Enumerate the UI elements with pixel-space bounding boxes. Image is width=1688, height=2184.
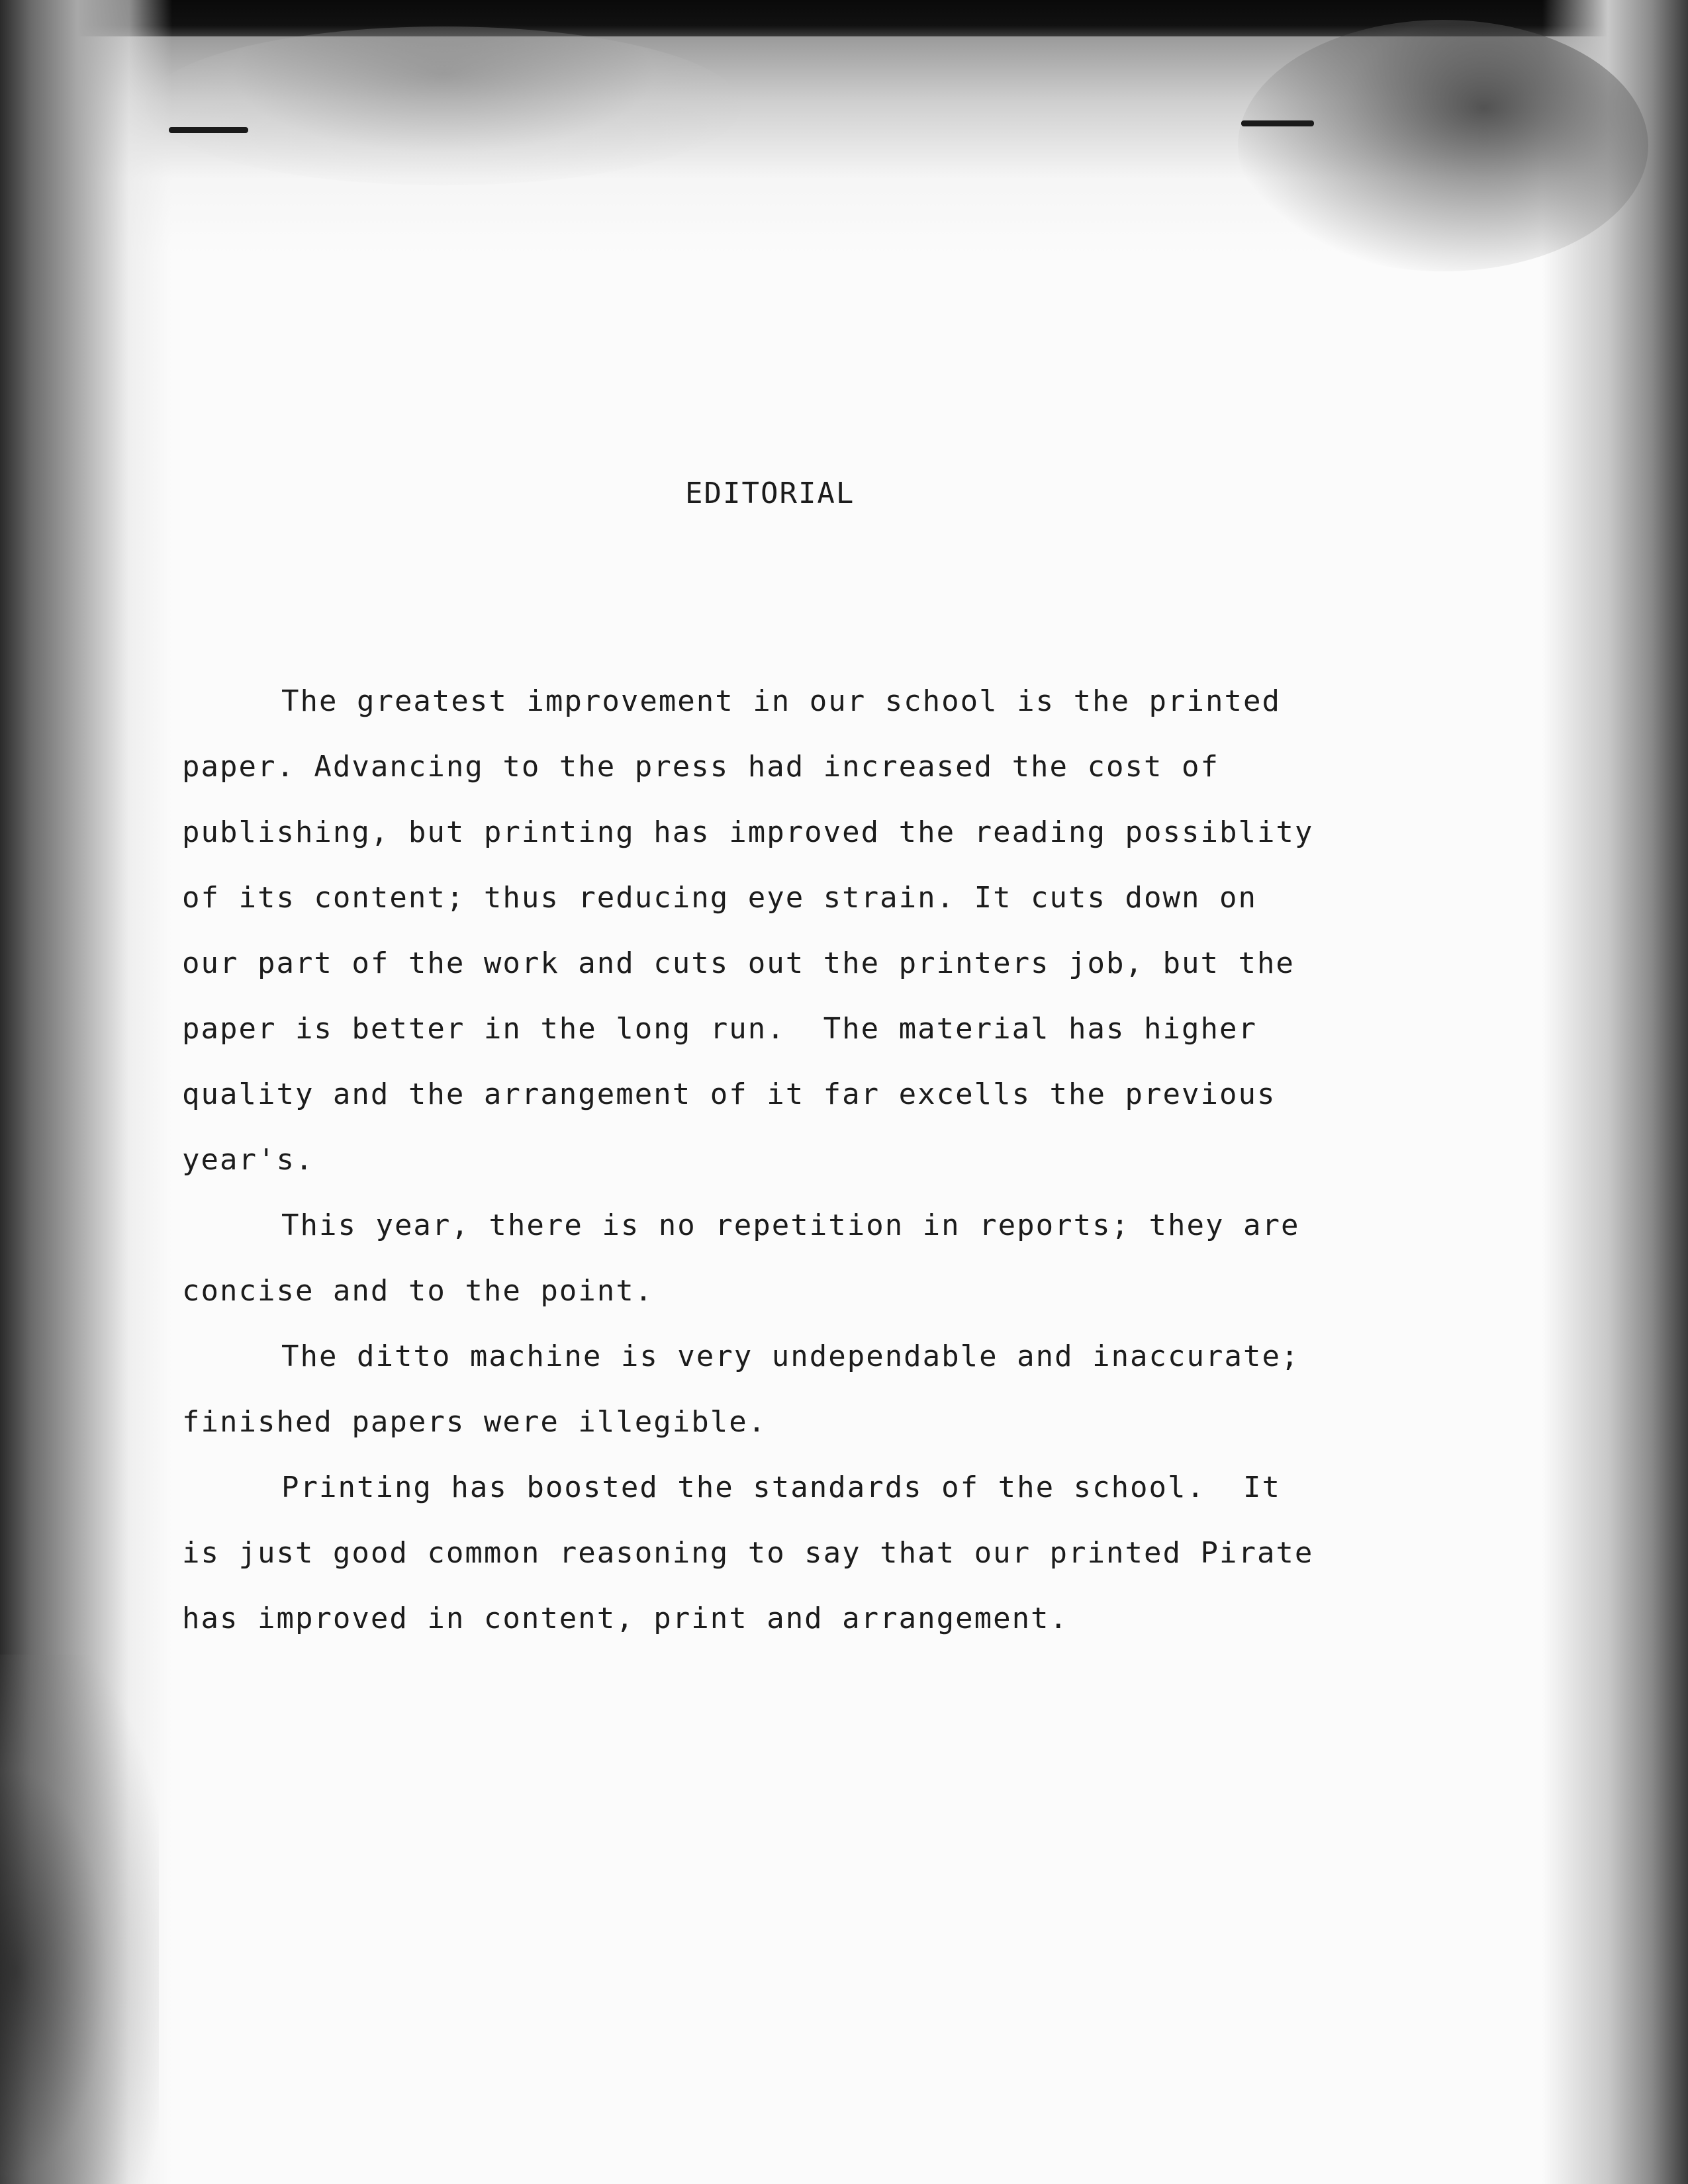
text-line: finished papers were illegible. [182,1405,767,1439]
paragraph-3 [182,1324,1427,1455]
staple-right [1241,120,1314,126]
page-title: EDITORIAL [685,477,855,510]
scan-blot-top-right [1238,20,1648,271]
text-line: The ditto machine is very undependable and inaccurate; [281,1340,1300,1373]
text-line: paper is better in the long run. The material has higher [182,1012,1257,1046]
text-line: The greatest improvement in our school is the printed [281,684,1281,718]
scan-blot-top-left [146,26,741,185]
text-line: of its content; thus reducing eye strain. It cuts down on [182,881,1257,915]
paragraph-4 [182,1455,1427,1651]
paragraph-1 [182,668,1427,1193]
text-line: publishing, but printing has improved the reading possiblity [182,815,1314,849]
scan-blot-bottom-left [0,1655,159,2184]
staple-left [169,127,248,133]
text-line: concise and to the point. [182,1274,654,1308]
paragraph-2 [182,1193,1427,1324]
text-line: year's. [182,1143,314,1177]
text-line: paper. Advancing to the press had increased the cost of [182,750,1219,784]
text-line: is just good common reasoning to say that our printed Pirate [182,1536,1314,1570]
text-line: Printing has boosted the standards of the school. It [281,1471,1281,1504]
text-line: This year, there is no repetition in reports; they are [281,1208,1300,1242]
text-line: our part of the work and cuts out the printers job, but the [182,946,1295,980]
text-line: has improved in content, print and arrangement. [182,1602,1069,1635]
scan-shadow-right [1542,0,1688,2184]
text-line: quality and the arrangement of it far excells the previous [182,1077,1276,1111]
